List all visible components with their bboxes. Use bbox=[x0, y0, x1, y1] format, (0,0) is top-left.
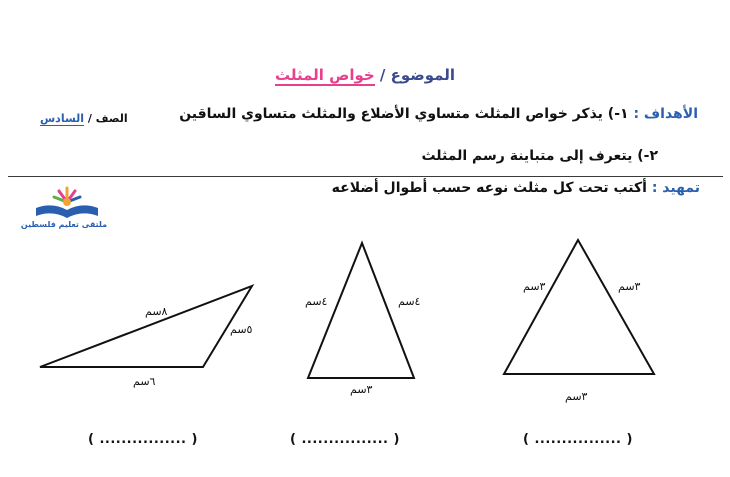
answer-blank-right[interactable]: ( ................ ) bbox=[523, 432, 633, 447]
answer-blank-middle[interactable]: ( ................ ) bbox=[290, 432, 400, 447]
triangle-scalene bbox=[40, 286, 252, 367]
triangle-middle-side-right: ٤سم bbox=[398, 295, 421, 308]
triangle-right-side-bottom: ٣سم bbox=[565, 390, 588, 403]
goal-1: ١-) يذكر خواص المثلث متساوي الأضلاع والمثلث متساوي الساقين bbox=[179, 106, 629, 122]
triangle-left-side-bottom: ٦سم bbox=[133, 375, 156, 388]
triangle-left-side-top: ٨سم bbox=[145, 305, 168, 318]
intro-text: أكتب تحت كل مثلث نوعه حسب أطوال أضلاعه bbox=[331, 180, 647, 196]
triangle-left-side-right: ٥سم bbox=[230, 323, 253, 336]
goals-label: الأهداف : bbox=[633, 106, 698, 122]
triangle-middle-side-bottom: ٣سم bbox=[350, 383, 373, 396]
triangle-middle-side-left: ٤سم bbox=[305, 295, 328, 308]
topic-label: الموضوع / bbox=[379, 66, 456, 84]
grade-label: الصف / bbox=[87, 112, 128, 125]
intro-label: تمهيد : bbox=[651, 180, 700, 196]
goal-2: ٢-) يتعرف إلى متباينة رسم المثلث bbox=[421, 148, 658, 164]
grade-value: السادس bbox=[40, 112, 85, 125]
logo-text: ملتقى تعليم فلسطين bbox=[20, 220, 108, 229]
triangle-right-side-left: ٣سم bbox=[523, 280, 546, 293]
triangle-isosceles bbox=[308, 243, 414, 378]
topic-value: خواص المثلث bbox=[274, 66, 375, 84]
triangle-right-side-right: ٣سم bbox=[618, 280, 641, 293]
answer-blank-left[interactable]: ( ................ ) bbox=[88, 432, 198, 447]
triangle-equilateral bbox=[504, 240, 654, 374]
